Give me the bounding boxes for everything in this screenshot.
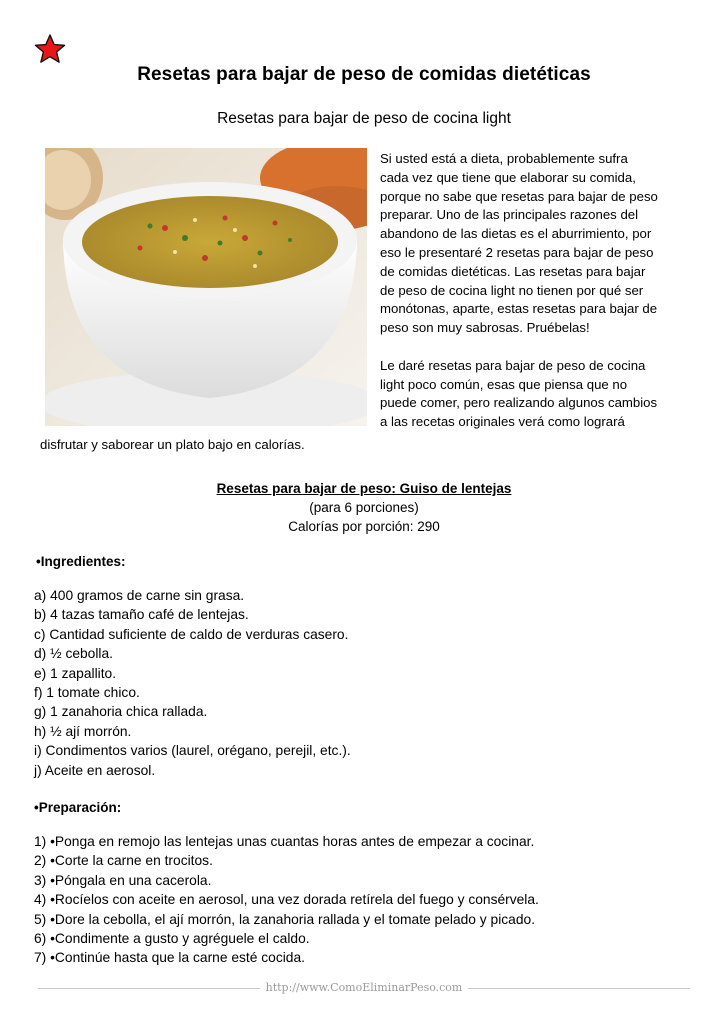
page-subtitle: Resetas para bajar de peso de cocina light [217,110,511,127]
ingredients-list [34,586,351,780]
star-icon [34,33,66,65]
footer-url: http://www.ComoEliminarPeso.com [265,981,463,994]
ingredients-heading: •Ingredientes: [36,554,126,569]
preparation-step: 3) •Póngala en una cacerola. [34,872,212,888]
ingredient-item: d) ½ cebolla. [34,646,113,662]
intro-line: puede comer, pero realizando algunos cambios [380,395,658,411]
preparation-list [34,832,539,968]
ingredient-item: f) 1 tomate chico. [34,685,140,701]
soup-bowl-image [45,148,367,426]
recipe-title: Resetas para bajar de peso: Guiso de lentejas [216,481,512,496]
intro-line: de comidas dietéticas. Las resetas para bajar [380,263,646,279]
ingredient-item: i) Condimentos varios (laurel, orégano, perejil, etc.). [34,743,351,759]
intro-line: light poco común, esas que piensa que no [380,376,628,392]
preparation-step: 1) •Ponga en remojo las lentejas unas cuantas horas antes de empezar a cocinar. [34,834,535,849]
intro-line: cada vez que tiene que elaborar su comida, [380,169,636,185]
intro-paragraph-2 [380,357,690,432]
intro-paragraph-1 [380,150,690,338]
intro-text [380,150,690,451]
page-title: Resetas para bajar de peso de comidas dietéticas [137,64,591,85]
intro-line: Le daré resetas para bajar de peso de cocina [380,357,646,373]
preparation-step: 5) •Dore la cebolla, el ají morrón, la zanahoria rallada y el tomate pelado y picado. [34,911,536,927]
intro-line: monótonas, aparte, estas resetas para bajar de [380,301,658,317]
ingredient-item: c) Cantidad suficiente de caldo de verduras casero. [34,626,349,642]
intro-continuation: disfrutar y saborear un plato bajo en calorías. [40,437,305,452]
intro-line: abandono de las dietas es el aburrimiento, por [380,226,652,242]
recipe-portions: (para 6 porciones) [309,500,419,515]
ingredient-item: g) 1 zanahoria chica rallada. [34,704,208,720]
intro-line: a las recetas originales verá como logrará [380,414,625,430]
intro-line: porque no sabe que resetas para bajar de peso [380,188,658,204]
intro-line: de peso de cocina light no tienen por qué ser [380,282,644,298]
preparation-heading: •Preparación: [34,800,122,815]
intro-line: eso le presentaré 2 resetas para bajar de peso [380,244,654,260]
preparation-step: 4) •Rocíelos con aceite en aerosol, una vez dorada retírela del fuego y consérvela. [34,892,539,908]
recipe-calories: Calorías por porción: 290 [288,519,440,534]
ingredient-item: h) ½ ají morrón. [34,723,132,739]
intro-line: Si usted está a dieta, probablemente sufra [380,151,628,166]
intro-line: peso son muy sabrosas. Pruébelas! [380,320,590,336]
ingredient-item: a) 400 gramos de carne sin grasa. [34,588,245,603]
ingredient-item: b) 4 tazas tamaño café de lentejas. [34,607,249,623]
preparation-step: 6) •Condimente a gusto y agréguele el caldo. [34,931,310,947]
ingredient-item: e) 1 zapallito. [34,665,117,681]
ingredient-item: j) Aceite en aerosol. [34,762,156,778]
recipe-header [0,479,728,536]
preparation-step: 2) •Corte la carne en trocitos. [34,853,213,869]
preparation-step: 7) •Continúe hasta que la carne esté cocida. [34,950,305,966]
intro-line: preparar. Uno de las principales razones del [380,207,639,223]
